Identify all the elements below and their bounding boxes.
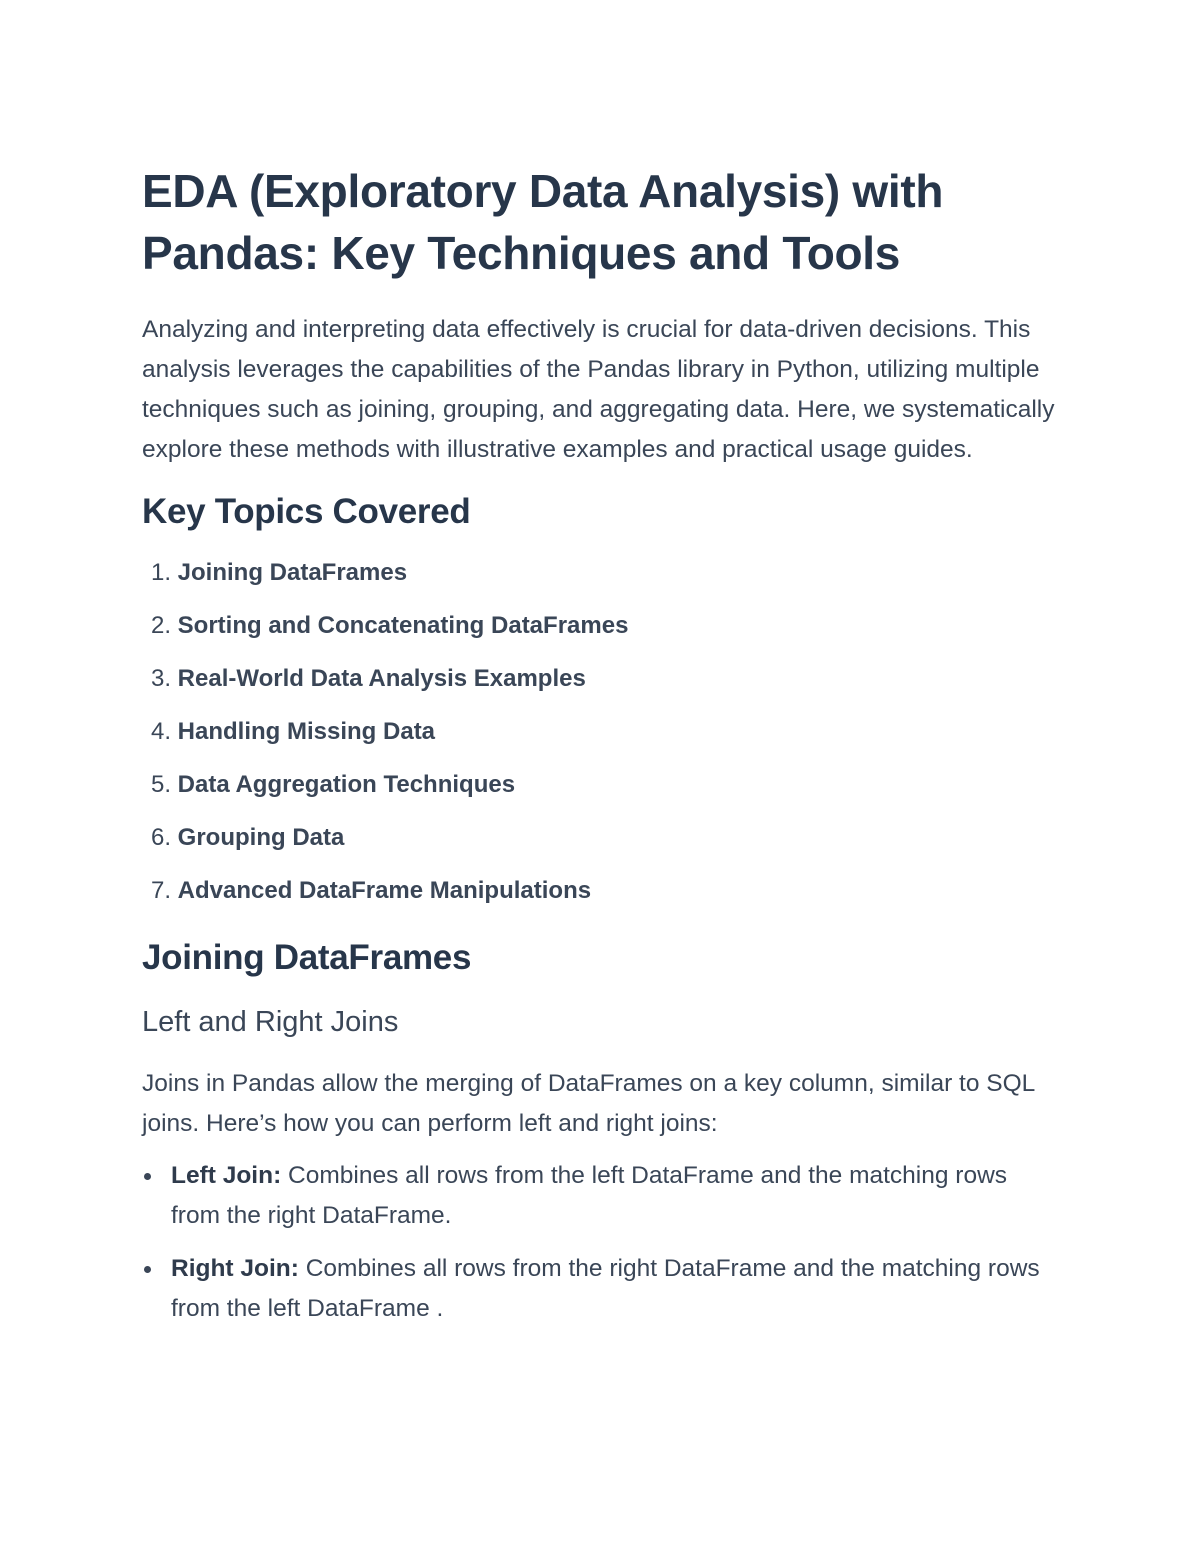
topic-label: Real-World Data Analysis Examples [177, 665, 586, 692]
topic-label: Data Aggregation Techniques [177, 771, 516, 798]
bullet-text: Combines all rows from the right DataFrame and the matching rows from the left DataFrame . [171, 1255, 1040, 1322]
topic-number: 2. [150, 612, 171, 639]
topic-label: Handling Missing Data [177, 718, 436, 745]
list-item [142, 1156, 1062, 1236]
topic-item [142, 821, 1062, 855]
topics-list [142, 556, 1062, 908]
key-topics-heading: Key Topics Covered [142, 492, 471, 531]
joining-dataframes-heading: Joining DataFrames [142, 938, 472, 977]
topic-number: 6. [150, 824, 171, 851]
topic-number: 1. [150, 559, 171, 586]
document-title-line-1: EDA (Exploratory Data Analysis) with [142, 165, 944, 217]
topic-label: Advanced DataFrame Manipulations [177, 877, 592, 904]
topic-item [142, 768, 1062, 802]
bullet-icon [144, 1266, 151, 1273]
topic-item [142, 662, 1062, 696]
bullet-icon [144, 1173, 151, 1180]
join-types-list [142, 1156, 1062, 1329]
bullet-term: Right Join: [171, 1255, 299, 1282]
topic-label: Joining DataFrames [177, 559, 408, 586]
document-page [142, 160, 1062, 1342]
joins-paragraph: Joins in Pandas allow the merging of DataFrames on a key column, similar to SQL joins. Here’s how you can perform left and right joins: [142, 1070, 1035, 1137]
bullet-term: Left Join: [171, 1162, 282, 1189]
topic-label: Sorting and Concatenating DataFrames [177, 612, 629, 639]
list-item [142, 1249, 1062, 1329]
topic-item [142, 609, 1062, 643]
topic-number: 3. [150, 665, 171, 692]
topic-item [142, 715, 1062, 749]
document-title-line-2: Pandas: Key Techniques and Tools [142, 227, 901, 279]
topic-item [142, 556, 1062, 590]
topic-number: 5. [150, 771, 171, 798]
topic-number: 4. [150, 718, 171, 745]
topic-label: Grouping Data [177, 824, 345, 851]
bullet-text: Combines all rows from the left DataFrame and the matching rows from the right DataFrame. [171, 1162, 1008, 1229]
left-right-joins-subheading: Left and Right Joins [142, 1006, 399, 1038]
topic-item [142, 874, 1062, 908]
intro-paragraph: Analyzing and interpreting data effectively is crucial for data-driven decisions. This analysis leverages the capabilities of the Pandas library in Python, utilizing multiple techniques such as joining, grouping, and aggregating data. Here, we systematically explore these methods with illustrative examples and practical usage guides. [142, 316, 1055, 463]
topic-number: 7. [150, 877, 171, 904]
document-title [142, 160, 1062, 284]
